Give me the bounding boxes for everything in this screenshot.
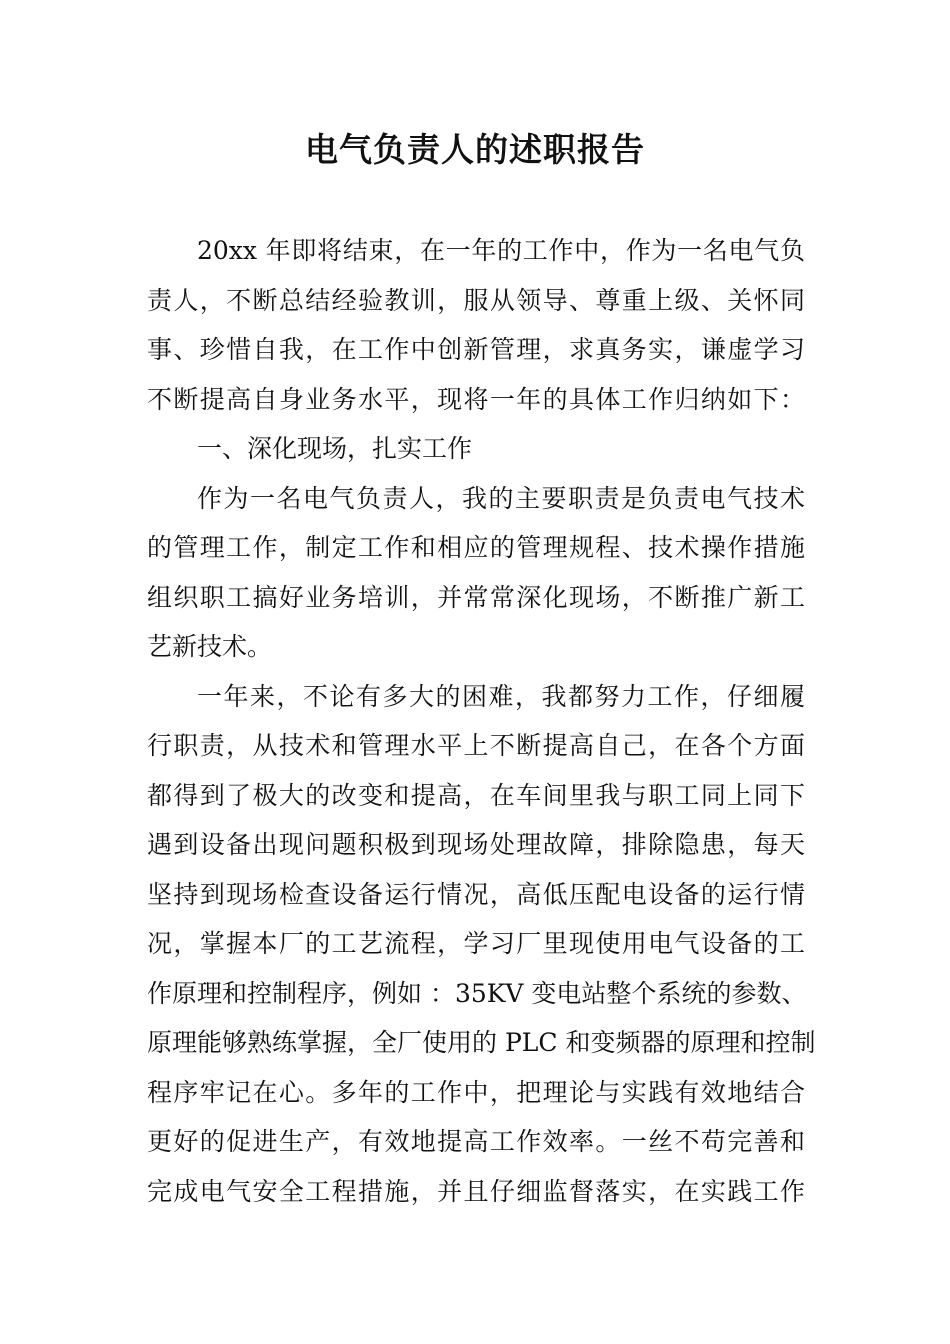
text-line: 一年来，不论有多大的困难，我都努力工作，仔细履 (197, 681, 805, 711)
text-line: 不断提高自身业务水平，现将一年的具体工作归纳如下： (147, 384, 805, 414)
text-line: 程序牢记在心。多年的工作中，把理论与实践有效地结合 (147, 1077, 805, 1107)
text-line: 坚持到现场检查设备运行情况，高低压配电设备的运行情 (147, 879, 805, 909)
text-line: 作为一名电气负责人，我的主要职责是负责电气技术 (197, 483, 805, 513)
document-body (147, 226, 817, 1216)
text-line: 的管理工作，制定工作和相应的管理规程、技术操作措施 (147, 533, 805, 562)
text-line: 责人，不断总结经验教训，服从领导、尊重上级、关怀同 (147, 285, 805, 315)
text-line: 作原理和控制程序，例如 ：35KV 变电站整个系统的参数、 (147, 978, 807, 1008)
text-line: 遇到设备出现问题积极到现场处理故障，排除隐患，每天 (147, 830, 805, 859)
text-line: 况，掌握本厂的工艺流程，学习厂里现使用电气设备的工 (147, 929, 805, 958)
section-heading: 一、深化现场，扎实工作 (197, 434, 473, 463)
text-line: 都得到了极大的改变和提高，在车间里我与职工同上同下 (147, 780, 805, 810)
text-line: 艺新技术。 (147, 632, 273, 661)
text-line: 更好的促进生产，有效地提高工作效率。一丝不苟完善和 (147, 1127, 805, 1156)
text-line: 事、珍惜自我，在工作中创新管理，求真务实，谦虚学习 (147, 335, 805, 364)
text-line: 完成电气安全工程措施，并且仔细监督落实，在实践工作 (147, 1176, 805, 1206)
document-title: 电气负责人的述职报告 (305, 130, 645, 169)
text-line: 20xx 年即将结束，在一年的工作中，作为一名电气负 (197, 236, 805, 265)
text-line: 组织职工搞好业务培训，并常常深化现场，不断推广新工 (147, 582, 805, 612)
text-line: 行职责，从技术和管理水平上不断提高自己，在各个方面 (147, 731, 805, 760)
text-line: 原理能够熟练掌握，全厂使用的 PLC 和变频器的原理和控制 (147, 1028, 816, 1057)
